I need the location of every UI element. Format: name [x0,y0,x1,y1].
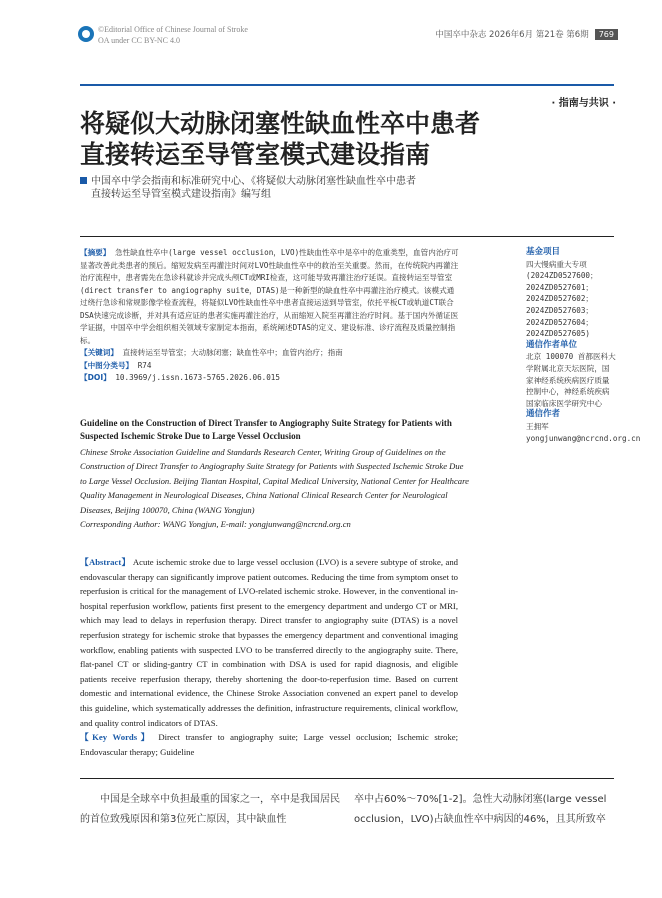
english-title: Guideline on the Construction of Direct Transfer to Angiography Suite Strategy for Patients with Suspected Ischemic Stroke Due to Large Vessel Occlusion [80,418,452,441]
classification-label: 【中图分类号】 [80,360,134,370]
classification [80,360,460,373]
abstract-cn-paragraph [80,247,460,347]
doi-label: 【DOI】 [80,373,111,382]
corresponding-author-label: 通信作者 [526,409,561,420]
section-tag: · 指南与共识 · [551,98,616,109]
english-keywords-label: 【Key Words】 [80,732,153,743]
english-author-list: Chinese Stroke Association Guideline and Standards Research Center, Writing Group of Guidelines on the Construction of Direct Transfer to Angiography Suite Strategy for Patients with Suspected Ischemic Stroke Due to Large Vessel Occlusion. Beijing Tiantan Hospital, Capital Medical University, National Center for Healthcare Quality Management in Neurological Diseases, China National Clinical Research Center for Neurological Diseases, Beijing 100070, China (WANG Yongjun) [80,447,469,515]
unit-label: 通信作者单位 [526,339,578,350]
english-corresponding: Corresponding Author: WANG Yongjun, E-mail: yongjunwang@ncrcnd.org.cn [80,519,351,530]
keywords-cn-label: 【关键词】 [80,348,118,357]
abstract-cn-text: 急性缺血性卒中(large vessel occlusion，LVO)性缺血性卒中是卒中的危重类型，血管内治疗可显著改善此类患者的预后。缩短发病至再灌注时间对LVO性缺血性卒中的救治至关重要。然而，在传统院内再灌注治疗流程中，患者需先在急诊科就诊并完成头颅CT或MRI检查，这可能导致再灌注治疗延误。直接转运至导管室(direct transfer to angiography suite，DTAS)是一种新型的缺血性卒中再灌注治疗模式。该模式通过绕行急诊和常规影像学检查流程，将疑似LVO性缺血性卒中患者直接运送到导管室，依托平板CT或轨道CT联合DSA快速完成诊断，并对具有适应证的患者实施再灌注治疗，从而缩短入院至再灌注治疗时间。基于国内外循证医学证据，中国卒中学会组织相关领域专家制定本指南，系统阐述DTAS的定义、建设标准、诊疗流程及质量控制指标。 [80,248,459,345]
keywords-cn [80,347,460,360]
english-authors [80,445,472,531]
doi-link[interactable]: 10.3969/j.issn.1673-5765.2026.06.015 [115,373,280,382]
corresponding-author-text: 王拥军 yongjunwang@ncrcnd.org.cn [526,421,641,443]
english-abstract [80,555,458,759]
journal-header [435,28,618,40]
copyright-line-2: OA under CC BY-NC 4.0 [98,36,181,45]
sidebar-info [526,247,641,444]
body-rule [80,778,614,779]
keywords-cn-text: 直接转运至导管室；大动脉闭塞；缺血性卒中；血管内治疗；指南 [122,348,343,357]
page-number: 769 [595,29,618,40]
abstract-cn-label: 【摘要】 [80,248,111,257]
bullet-square-icon [80,177,87,184]
copyright-line-1: ©Editorial Office of Chinese Journal of Stroke [98,25,248,34]
english-keywords-text: Direct transfer to angiography suite; Large vessel occlusion; Ischemic stroke; Endovascular therapy; Guideline [80,732,459,757]
title-line-1: 将疑似大动脉闭塞性缺血性卒中患者 [80,109,481,138]
fund-text: 四大慢病重大专项(2024ZD0527600；2024ZD0527601；2024ZD0527602；2024ZD0527603；2024ZD0527604；2024ZD0527605) [526,259,598,339]
header-rule [80,84,614,86]
authors-line-1: 中国卒中学会指南和标准研究中心、《将疑似大动脉闭塞性缺血性卒中患者 [91,176,416,187]
chinese-abstract [80,247,460,385]
english-keywords [80,730,458,759]
english-abstract-label: 【Abstract】 [80,557,131,567]
doi [80,372,460,385]
english-abstract-paragraph [80,555,458,730]
body-left-column: 中国是全球卒中负担最重的国家之一，卒中是我国居民的首位致残原因和第3位死亡原因，其中缺血性 [80,794,340,825]
open-access-logo-icon [78,26,94,42]
authors-line-2: 直接转运至导管室模式建设指南》编写组 [91,189,271,200]
unit-text: 北京 100070 首都医科大学附属北京天坛医院，国家神经系统疾病医疗质量控制中心，神经系统疾病国家临床医学研究中心 [526,352,616,408]
author-group [80,175,480,201]
title-line-2: 直接转运至导管室模式建设指南 [80,140,431,169]
english-abstract-text: Acute ischemic stroke due to large vessel occlusion (LVO) is a severe subtype of stroke, and endovascular therapy can significantly improve patient outcomes. Reducing the time from symptom onset to reperfusion is critical for the management of LVO-related ischemic stroke. However, in the conventional in-hospital reperfusion workflow, patients first present to the emergency department and undergo CT or MRI, which may lead to delays in reperfusion therapy. Direct transfer to angiography suite (DTAS) is a novel reperfusion strategy for ischemic stroke that bypasses the emergency department and conventional imaging workflow, enabling patients with suspected LVO to be transferred directly to the angiography suite. There, flat-panel CT or sliding-gantry CT in combination with DSA is used for rapid diagnosis, and eligible patients receive reperfusion therapy, thereby shortening the door-to-reperfusion time. Based on current domestic and international evidence, the Chinese Stroke Association convened an expert panel to develop this guideline, which systematically addresses the definition, infrastructure requirements, clinical workflow, and quality control indicators of DTAS. [80,557,459,728]
classification-code: R74 [137,360,152,370]
abstract-rule [80,236,614,237]
copyright-notice [98,24,248,46]
fund-label: 基金项目 [526,247,561,257]
journal-info: 中国卒中杂志 2026年6月 第21卷 第6期 [435,30,589,40]
body-right-column: 卒中占60%～70%[1-2]。急性大动脉闭塞(large vessel occlusion，LVO)占缺血性卒中病因的46%，且其所致卒 [354,794,607,825]
article-title [80,108,550,170]
